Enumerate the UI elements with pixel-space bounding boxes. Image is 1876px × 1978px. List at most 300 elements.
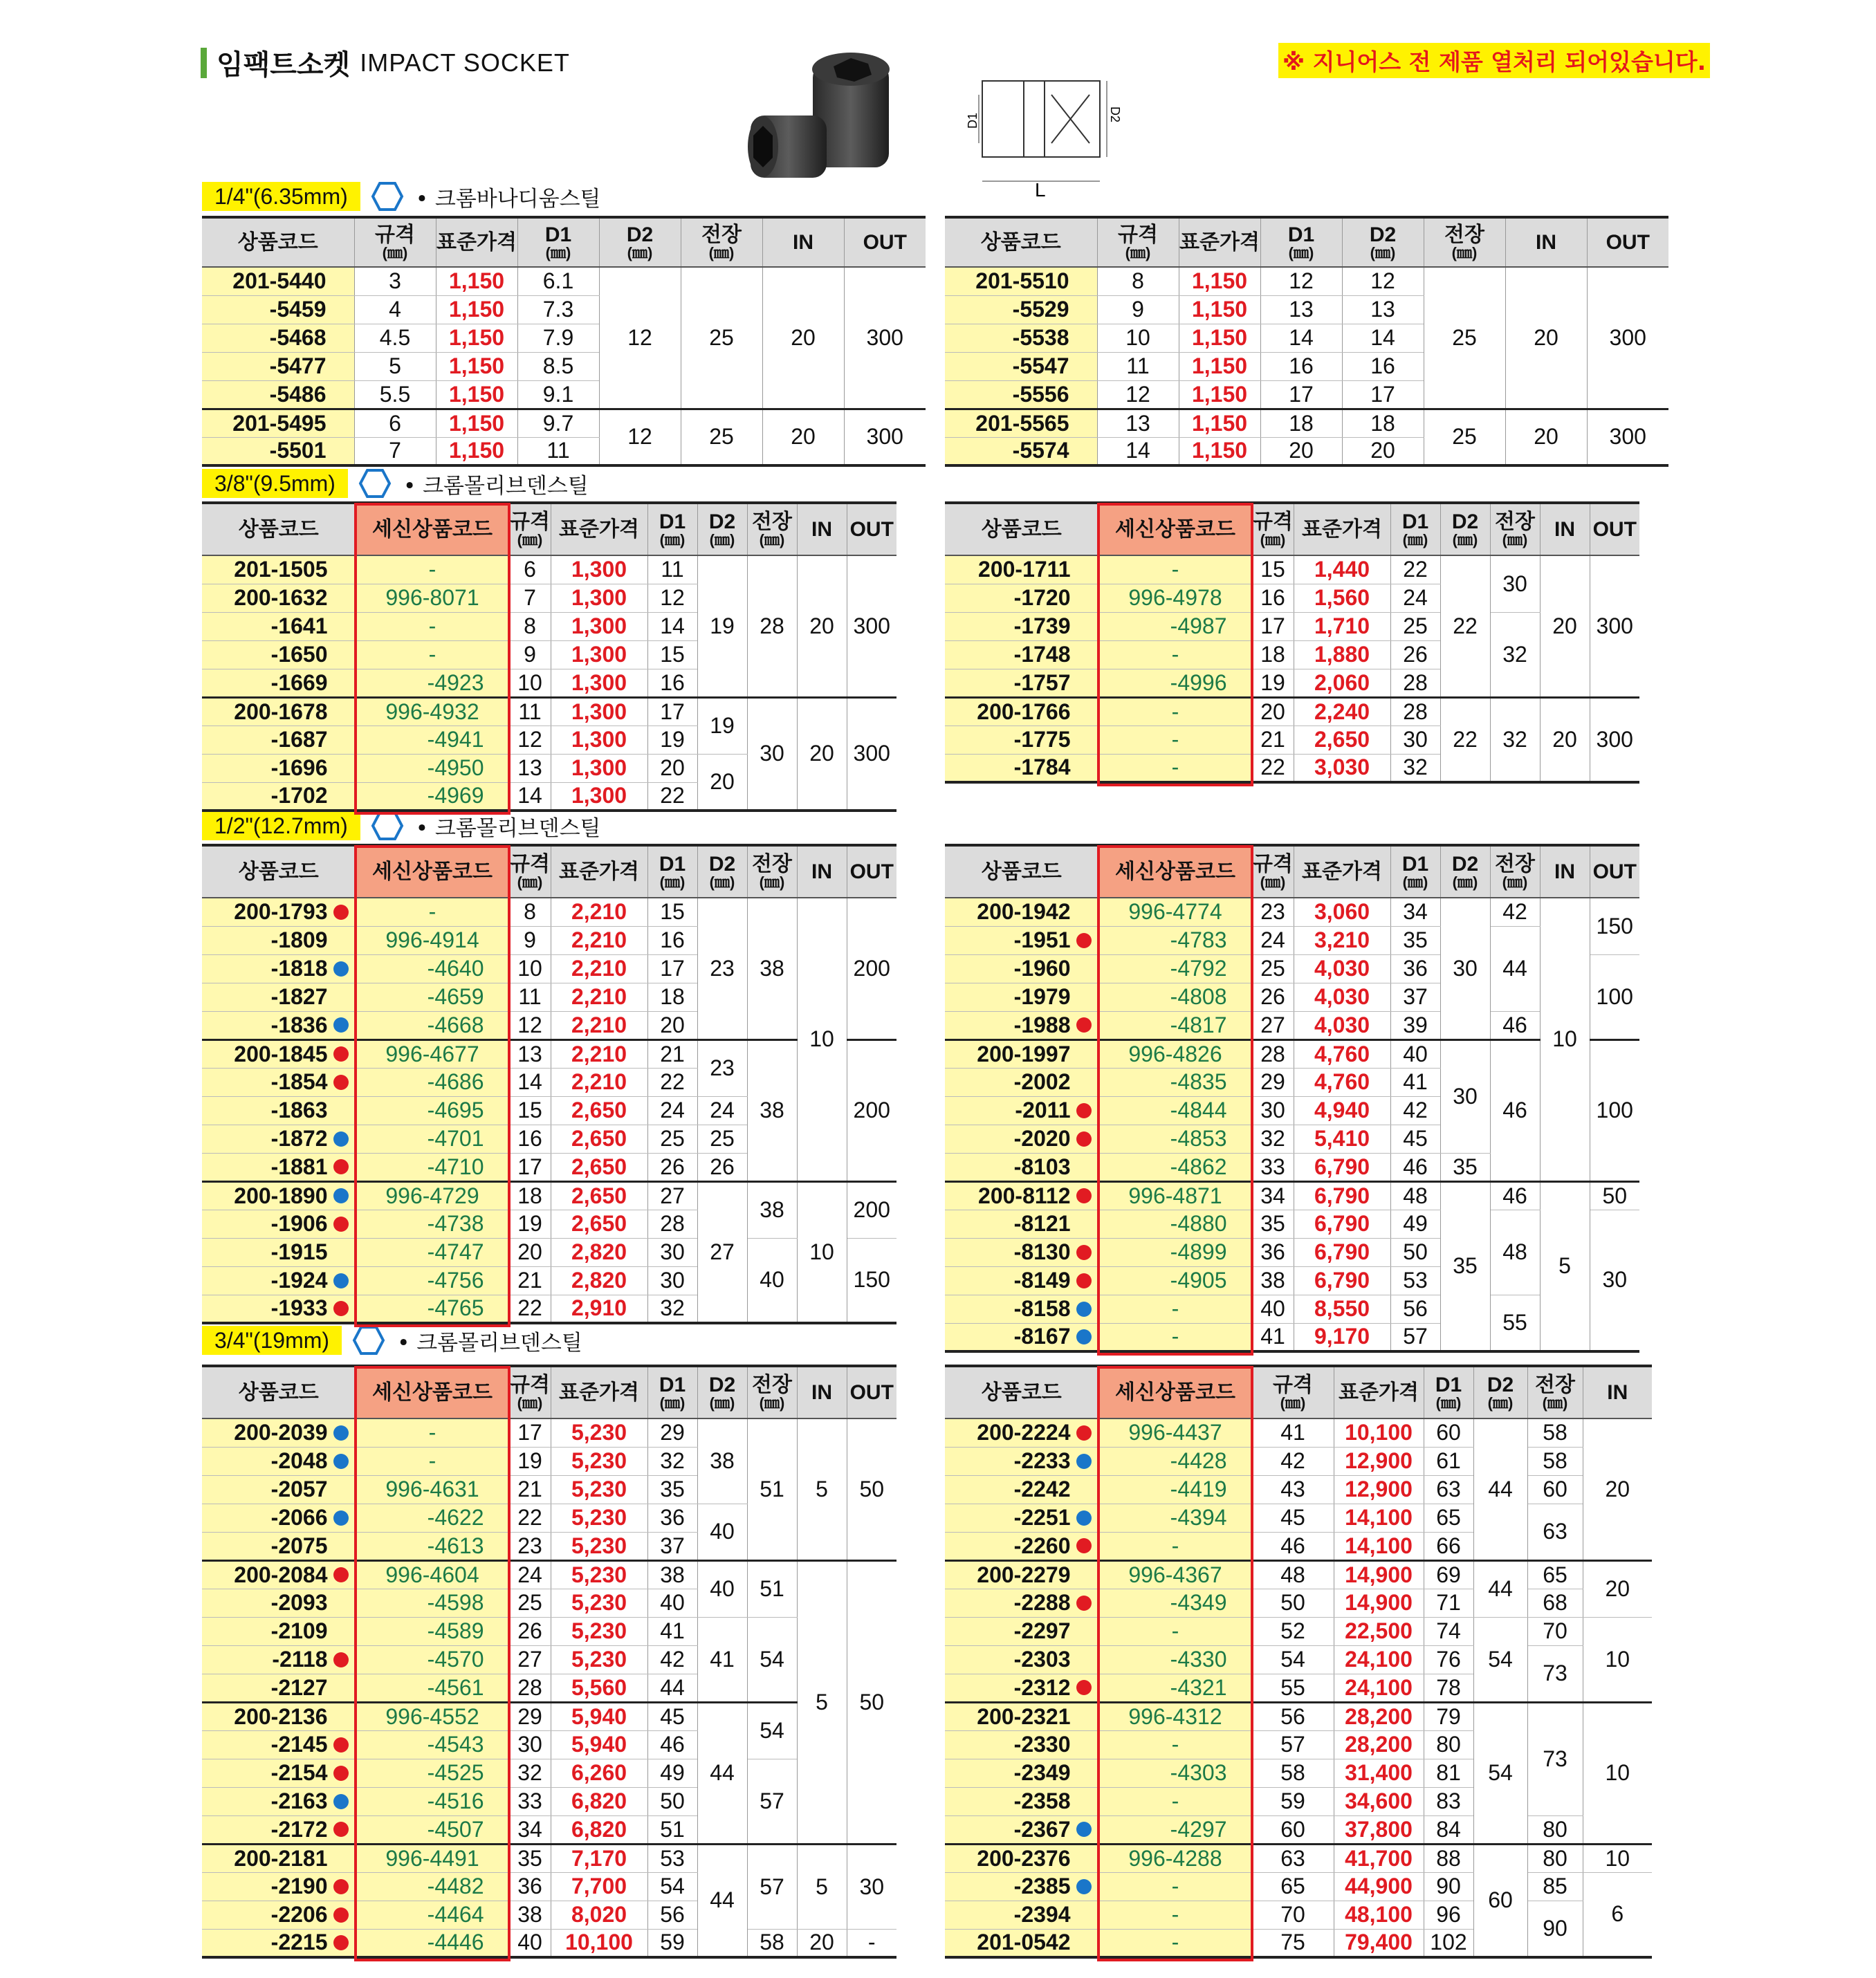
d1: 8.5 xyxy=(517,352,599,380)
header-d1: D1 (㎜) xyxy=(1390,503,1440,555)
new-product-code: -4905 xyxy=(1098,1266,1252,1295)
table-row xyxy=(945,1181,1639,1210)
out: 200 xyxy=(847,1039,896,1181)
header-in: IN xyxy=(1583,1366,1652,1418)
product-code: 201-1505 xyxy=(202,555,356,584)
price: 37,800 xyxy=(1334,1815,1424,1844)
table-row xyxy=(945,612,1639,640)
header-in: IN xyxy=(1505,217,1587,267)
in: 20 xyxy=(1583,1560,1652,1617)
header-out: OUT xyxy=(844,217,926,267)
price: 44,900 xyxy=(1334,1872,1424,1901)
d1: 30 xyxy=(647,1238,697,1266)
new-product-code: -4835 xyxy=(1098,1068,1252,1096)
spec: 26 xyxy=(509,1617,551,1645)
product-code: -2349 xyxy=(945,1759,1098,1787)
length: 46 xyxy=(1490,1181,1540,1210)
out: 100 xyxy=(1590,954,1639,1039)
product-code: -1924 xyxy=(202,1266,356,1295)
length: 54 xyxy=(747,1617,797,1702)
price: 1,150 xyxy=(436,352,517,380)
spec: 35 xyxy=(1252,1210,1294,1238)
price: 5,230 xyxy=(551,1447,647,1475)
price: 6,820 xyxy=(551,1815,647,1844)
price: 2,910 xyxy=(551,1295,647,1323)
new-product-code: - xyxy=(356,640,509,669)
diagram-d2-label: D2 xyxy=(1108,107,1122,123)
table-row xyxy=(202,697,896,725)
product-code: 200-1766 xyxy=(945,697,1098,725)
d1: 48 xyxy=(1390,1181,1440,1210)
header-code: 상품코드 xyxy=(945,217,1097,267)
spec: 60 xyxy=(1252,1815,1334,1844)
spec: 6 xyxy=(354,409,436,437)
section-material: • 크롬바나디움스틸 xyxy=(415,186,601,212)
price: 1,150 xyxy=(436,267,517,295)
price: 6,260 xyxy=(551,1759,647,1787)
spec: 21 xyxy=(509,1266,551,1295)
new-product-code: -4464 xyxy=(356,1901,509,1929)
new-product-code: 996-4677 xyxy=(356,1039,509,1068)
product-code: 200-1632 xyxy=(202,584,356,612)
header-new-code: 세신상품코드 xyxy=(1098,503,1252,555)
table-row xyxy=(945,1815,1652,1844)
new-product-code: - xyxy=(356,612,509,640)
d1: 9.1 xyxy=(517,380,599,409)
red-dot-icon xyxy=(333,1075,349,1090)
new-product-code: 996-4367 xyxy=(1098,1560,1252,1589)
new-product-code: -4446 xyxy=(356,1929,509,1957)
price: 2,820 xyxy=(551,1266,647,1295)
spec: 46 xyxy=(1252,1532,1334,1560)
d2: 44 xyxy=(697,1702,747,1844)
d2: 18 xyxy=(1342,409,1424,437)
red-dot-icon xyxy=(333,1046,349,1062)
product-code: -2288 xyxy=(945,1589,1098,1617)
d2: 60 xyxy=(1473,1844,1527,1957)
table-row xyxy=(945,1011,1639,1039)
d1: 80 xyxy=(1424,1730,1473,1759)
header-price: 표준가격 xyxy=(1294,503,1390,555)
product-code: -8158 xyxy=(945,1295,1098,1323)
price: 5,410 xyxy=(1294,1125,1390,1153)
red-dot-icon xyxy=(1076,1596,1092,1611)
product-code: -1784 xyxy=(945,754,1098,782)
price: 6,820 xyxy=(551,1787,647,1815)
spec: 29 xyxy=(509,1702,551,1730)
spec: 13 xyxy=(509,754,551,782)
d1: 42 xyxy=(647,1645,697,1674)
d2: 30 xyxy=(1440,898,1490,1039)
spec: 75 xyxy=(1252,1929,1334,1957)
out: 50 xyxy=(847,1418,896,1560)
d1: 17 xyxy=(1260,380,1342,409)
d1: 49 xyxy=(647,1759,697,1787)
red-dot-icon xyxy=(333,1652,349,1667)
header-d2: D2 (㎜) xyxy=(697,1366,747,1418)
price: 6,790 xyxy=(1294,1210,1390,1238)
header-out: OUT xyxy=(847,1366,896,1418)
product-code: -1988 xyxy=(945,1011,1098,1039)
new-product-code: -4941 xyxy=(356,725,509,754)
table-row xyxy=(202,1759,896,1787)
table-row xyxy=(202,1238,896,1266)
new-product-code: 996-8071 xyxy=(356,584,509,612)
product-code: -2075 xyxy=(202,1532,356,1560)
spec: 29 xyxy=(1252,1068,1294,1096)
price: 14,100 xyxy=(1334,1504,1424,1532)
product-code: 200-1678 xyxy=(202,697,356,725)
price: 5,230 xyxy=(551,1589,647,1617)
table-row xyxy=(945,1645,1652,1674)
length: 38 xyxy=(747,898,797,1039)
new-product-code: 996-4491 xyxy=(356,1844,509,1872)
d2: 22 xyxy=(1440,555,1490,697)
header-d2: D2 (㎜) xyxy=(1440,845,1490,898)
d1: 42 xyxy=(1390,1096,1440,1125)
section-3-8 xyxy=(202,468,589,499)
header-in: IN xyxy=(1540,503,1590,555)
spec: 25 xyxy=(1252,954,1294,983)
header-length: 전장 (㎜) xyxy=(1490,845,1540,898)
d1: 29 xyxy=(647,1418,697,1447)
price: 1,150 xyxy=(436,324,517,352)
product-code: -1933 xyxy=(202,1295,356,1323)
d1: 74 xyxy=(1424,1617,1473,1645)
spec: 14 xyxy=(509,782,551,811)
d1: 16 xyxy=(647,669,697,697)
product-code: 200-2321 xyxy=(945,1702,1098,1730)
spec: 54 xyxy=(1252,1645,1334,1674)
in: 20 xyxy=(797,1929,847,1957)
title-bar xyxy=(201,48,207,78)
price: 1,150 xyxy=(436,437,517,465)
header-d2: D2 (㎜) xyxy=(1440,503,1490,555)
header-code: 상품코드 xyxy=(945,1366,1098,1418)
price: 7,170 xyxy=(551,1844,647,1872)
red-dot-icon xyxy=(333,1159,349,1174)
new-product-code: -4428 xyxy=(1098,1447,1252,1475)
price: 8,020 xyxy=(551,1901,647,1929)
product-code: -2048 xyxy=(202,1447,356,1475)
d1: 46 xyxy=(647,1730,697,1759)
new-product-code: -4738 xyxy=(356,1210,509,1238)
product-code: -5529 xyxy=(945,295,1097,324)
header-d2: D2 (㎜) xyxy=(599,217,681,267)
out: 100 xyxy=(1590,1039,1639,1181)
d1: 32 xyxy=(647,1295,697,1323)
price: 1,560 xyxy=(1294,584,1390,612)
d2: 40 xyxy=(697,1560,747,1617)
new-product-code: -4622 xyxy=(356,1504,509,1532)
table-row xyxy=(945,1901,1652,1929)
product-table-t12a xyxy=(202,844,896,1324)
table-row xyxy=(945,898,1639,926)
price: 6,790 xyxy=(1294,1266,1390,1295)
price: 1,300 xyxy=(551,584,647,612)
header-length: 전장 (㎜) xyxy=(1424,217,1505,267)
product-code: -5468 xyxy=(202,324,354,352)
in: 20 xyxy=(762,409,844,465)
spec: 13 xyxy=(1097,409,1179,437)
table-row xyxy=(202,1617,896,1645)
new-product-code: 996-4552 xyxy=(356,1702,509,1730)
length: 73 xyxy=(1527,1645,1583,1702)
new-product-code: - xyxy=(1098,1929,1252,1957)
in: 10 xyxy=(1583,1617,1652,1702)
price: 28,200 xyxy=(1334,1730,1424,1759)
table-row xyxy=(945,1210,1639,1238)
spec: 63 xyxy=(1252,1844,1334,1872)
spec: 22 xyxy=(509,1295,551,1323)
price: 10,100 xyxy=(551,1929,647,1957)
price: 10,100 xyxy=(1334,1418,1424,1447)
blue-dot-icon xyxy=(333,1131,349,1147)
header-price: 표준가격 xyxy=(1334,1366,1424,1418)
d1: 65 xyxy=(1424,1504,1473,1532)
price: 1,880 xyxy=(1294,640,1390,669)
price: 5,230 xyxy=(551,1475,647,1504)
d2: 12 xyxy=(599,409,681,465)
diagram-l-label: L xyxy=(1035,179,1046,201)
d2: 35 xyxy=(1440,1153,1490,1181)
dimension-diagram xyxy=(966,71,1122,202)
product-code: -1748 xyxy=(945,640,1098,669)
d1: 51 xyxy=(647,1815,697,1844)
new-product-code: -4543 xyxy=(356,1730,509,1759)
table-row xyxy=(945,1295,1639,1323)
in: 20 xyxy=(1505,409,1587,465)
price: 1,300 xyxy=(551,725,647,754)
price: 6,790 xyxy=(1294,1153,1390,1181)
red-dot-icon xyxy=(333,1567,349,1582)
header-new-code: 세신상품코드 xyxy=(356,1366,509,1418)
d1: 9.7 xyxy=(517,409,599,437)
product-code: -1818 xyxy=(202,954,356,983)
new-product-code: -4561 xyxy=(356,1674,509,1702)
d1: 25 xyxy=(1390,612,1440,640)
spec: 34 xyxy=(509,1815,551,1844)
new-product-code: 996-4312 xyxy=(1098,1702,1252,1730)
product-code: 201-5565 xyxy=(945,409,1097,437)
length: 25 xyxy=(681,267,762,409)
new-product-code: -4899 xyxy=(1098,1238,1252,1266)
new-product-code: -4589 xyxy=(356,1617,509,1645)
out: 300 xyxy=(1590,697,1639,782)
product-code: -2109 xyxy=(202,1617,356,1645)
spec: 25 xyxy=(509,1589,551,1617)
d1: 102 xyxy=(1424,1929,1473,1957)
d1: 56 xyxy=(1390,1295,1440,1323)
product-code: -1702 xyxy=(202,782,356,811)
spec: 41 xyxy=(1252,1323,1294,1351)
spec: 5 xyxy=(354,352,436,380)
d1: 96 xyxy=(1424,1901,1473,1929)
hex-icon xyxy=(359,468,391,499)
new-product-code: -4987 xyxy=(1098,612,1252,640)
d1: 30 xyxy=(1390,725,1440,754)
product-code: -1827 xyxy=(202,983,356,1011)
new-product-code: 996-4729 xyxy=(356,1181,509,1210)
spec: 38 xyxy=(1252,1266,1294,1295)
d1: 53 xyxy=(1390,1266,1440,1295)
d1: 12 xyxy=(647,584,697,612)
length: 32 xyxy=(1490,697,1540,782)
new-product-code: -4950 xyxy=(356,754,509,782)
length: 51 xyxy=(747,1560,797,1617)
spec: 7 xyxy=(354,437,436,465)
spec: 28 xyxy=(1252,1039,1294,1068)
price: 4,760 xyxy=(1294,1068,1390,1096)
new-product-code: - xyxy=(356,555,509,584)
section-3-4 xyxy=(202,1325,582,1356)
product-code: -2020 xyxy=(945,1125,1098,1153)
d1: 22 xyxy=(1390,555,1440,584)
price: 4,030 xyxy=(1294,983,1390,1011)
header-spec: 규격 (㎜) xyxy=(354,217,436,267)
blue-dot-icon xyxy=(333,1273,349,1288)
spec: 11 xyxy=(509,697,551,725)
product-code: -2394 xyxy=(945,1901,1098,1929)
new-product-code: 996-4288 xyxy=(1098,1844,1252,1872)
price: 79,400 xyxy=(1334,1929,1424,1957)
header-in: IN xyxy=(797,503,847,555)
d1: 20 xyxy=(647,754,697,782)
product-code: -2002 xyxy=(945,1068,1098,1096)
d1: 44 xyxy=(647,1674,697,1702)
d2: 12 xyxy=(1342,267,1424,295)
d1: 60 xyxy=(1424,1418,1473,1447)
price: 1,300 xyxy=(551,754,647,782)
spec: 15 xyxy=(1252,555,1294,584)
red-dot-icon xyxy=(1076,1017,1092,1033)
d1: 53 xyxy=(647,1844,697,1872)
new-product-code: -4862 xyxy=(1098,1153,1252,1181)
d1: 66 xyxy=(1424,1532,1473,1560)
product-code: -2303 xyxy=(945,1645,1098,1674)
price: 2,650 xyxy=(551,1153,647,1181)
d1: 84 xyxy=(1424,1815,1473,1844)
spec: 8 xyxy=(509,898,551,926)
product-table-t34b xyxy=(945,1365,1652,1959)
d1: 30 xyxy=(647,1266,697,1295)
header-d1: D1 (㎜) xyxy=(647,1366,697,1418)
spec: 33 xyxy=(1252,1153,1294,1181)
header-code: 상품코드 xyxy=(945,845,1098,898)
new-product-code: -4613 xyxy=(356,1532,509,1560)
blue-dot-icon xyxy=(333,961,349,977)
header-in: IN xyxy=(1540,845,1590,898)
product-table-t38a xyxy=(202,501,896,812)
length: 55 xyxy=(1490,1295,1540,1351)
d1: 59 xyxy=(647,1929,697,1957)
out: 300 xyxy=(1587,409,1668,465)
new-product-code: - xyxy=(1098,1617,1252,1645)
new-product-code: -4695 xyxy=(356,1096,509,1125)
table-row xyxy=(202,1181,896,1210)
product-code: -8149 xyxy=(945,1266,1098,1295)
spec: 30 xyxy=(1252,1096,1294,1125)
d2: 20 xyxy=(1342,437,1424,465)
page-title xyxy=(201,43,570,82)
d1: 37 xyxy=(647,1532,697,1560)
new-product-code: -4668 xyxy=(356,1011,509,1039)
out: 300 xyxy=(1590,555,1639,697)
d1: 17 xyxy=(647,697,697,725)
new-product-code: -4525 xyxy=(356,1759,509,1787)
price: 2,210 xyxy=(551,926,647,954)
table-row xyxy=(202,555,896,584)
new-product-code: -4969 xyxy=(356,782,509,811)
product-code: 200-2224 xyxy=(945,1418,1098,1447)
header-new-code: 세신상품코드 xyxy=(1098,1366,1252,1418)
spec: 16 xyxy=(509,1125,551,1153)
length: 57 xyxy=(747,1844,797,1929)
d1: 16 xyxy=(647,926,697,954)
new-product-code: -4507 xyxy=(356,1815,509,1844)
price: 2,650 xyxy=(551,1096,647,1125)
spec: 19 xyxy=(509,1210,551,1238)
d2: 27 xyxy=(697,1181,747,1323)
spec: 50 xyxy=(1252,1589,1334,1617)
d2: 23 xyxy=(697,898,747,1039)
table-row xyxy=(945,555,1639,584)
d2: 44 xyxy=(1473,1418,1527,1560)
header-new-code: 세신상품코드 xyxy=(1098,845,1252,898)
length: 30 xyxy=(747,697,797,811)
spec: 14 xyxy=(509,1068,551,1096)
section-material: • 크롬몰리브덴스틸 xyxy=(415,815,601,841)
spec: 55 xyxy=(1252,1674,1334,1702)
new-product-code: 996-4914 xyxy=(356,926,509,954)
d1: 57 xyxy=(1390,1323,1440,1351)
table-row xyxy=(945,409,1668,437)
d1: 21 xyxy=(647,1039,697,1068)
header-price: 표준가격 xyxy=(551,1366,647,1418)
product-code: -5574 xyxy=(945,437,1097,465)
d2: 25 xyxy=(697,1125,747,1153)
d1: 39 xyxy=(1390,1011,1440,1039)
product-code: -1836 xyxy=(202,1011,356,1039)
product-code: 200-1845 xyxy=(202,1039,356,1068)
spec: 22 xyxy=(1252,754,1294,782)
red-dot-icon xyxy=(333,1822,349,1837)
product-code: -2172 xyxy=(202,1815,356,1844)
price: 1,150 xyxy=(1179,437,1260,465)
spec: 23 xyxy=(1252,898,1294,926)
product-table-t14a xyxy=(202,216,926,467)
price: 6,790 xyxy=(1294,1238,1390,1266)
header-code: 상품코드 xyxy=(945,503,1098,555)
table-row xyxy=(945,1617,1652,1645)
d2: 41 xyxy=(697,1617,747,1702)
product-code: -5547 xyxy=(945,352,1097,380)
product-table-t34a xyxy=(202,1365,896,1959)
d1: 7.9 xyxy=(517,324,599,352)
table-row xyxy=(202,898,896,926)
header-length: 전장 (㎜) xyxy=(1490,503,1540,555)
d2: 17 xyxy=(1342,380,1424,409)
table-row xyxy=(945,1560,1652,1589)
price: 31,400 xyxy=(1334,1759,1424,1787)
red-dot-icon xyxy=(1076,1188,1092,1203)
price: 2,210 xyxy=(551,898,647,926)
length: 65 xyxy=(1527,1560,1583,1589)
in: 5 xyxy=(1540,1181,1590,1351)
d1: 36 xyxy=(647,1504,697,1532)
new-product-code: -4996 xyxy=(1098,669,1252,697)
length: 40 xyxy=(747,1238,797,1323)
